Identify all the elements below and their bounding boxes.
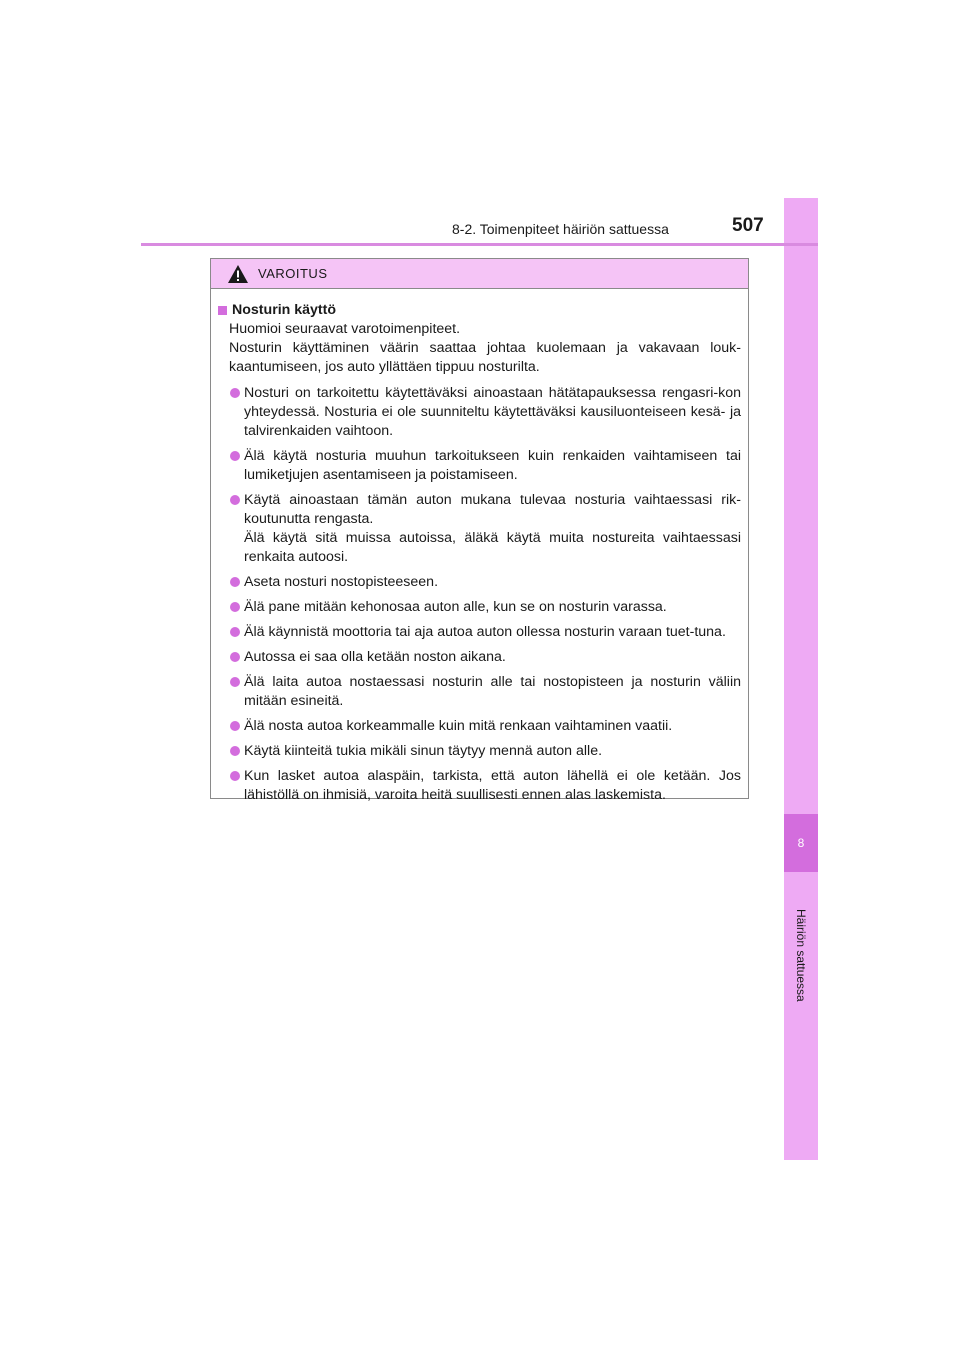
warning-header	[211, 259, 748, 289]
warning-section-title	[218, 301, 741, 320]
chapter-number: 8	[784, 814, 818, 872]
warning-bullet-text: Älä nosta autoa korkeammalle kuin mitä renkaan vaihtaminen vaatii.	[244, 718, 673, 734]
round-bullet-icon	[230, 652, 240, 662]
round-bullet-icon	[230, 495, 240, 505]
warning-bullet-text: Älä käytä nosturia muuhun tarkoitukseen kuin renkaiden vaihtamiseen tai lumiketjujen asentamiseen ja poistamiseen.	[244, 448, 741, 483]
warning-bullet-text: Nosturi on tarkoitettu käytettäväksi ainoastaan hätätapauksessa rengasri-kon yhteydessä. Nosturia ei ole suunniteltu käytettäväksi kausiluonteiseen kesä- ja talvirenkaiden vaihtoon.	[244, 385, 741, 439]
warning-bullet-item	[218, 623, 741, 642]
warning-bullet-list	[218, 384, 741, 805]
warning-label: VAROITUS	[258, 266, 328, 281]
round-bullet-icon	[230, 451, 240, 461]
header-divider	[141, 243, 818, 246]
square-bullet-icon	[218, 306, 227, 315]
warning-bullet-item	[218, 447, 741, 485]
intro-line: Nosturin käyttäminen väärin saattaa johtaa kuolemaan ja vakavaan louk-kaantumiseen, jos auto yllättäen tippuu nosturilta.	[229, 340, 741, 375]
page-number: 507	[732, 215, 764, 236]
warning-bullet-item	[218, 742, 741, 761]
warning-bullet-text: Käytä ainoastaan tämän auton mukana tulevaa nosturia vaihtaessasi rik-koutunutta rengasta. Älä käytä sitä muissa autoissa, äläkä käytä muita nostureita vaihtaessasi renkaita autoosi.	[244, 492, 741, 565]
round-bullet-icon	[230, 746, 240, 756]
round-bullet-icon	[230, 388, 240, 398]
warning-bullet-text: Älä käynnistä moottoria tai aja autoa auton ollessa nosturin varaan tuet-tuna.	[244, 624, 726, 640]
intro-line: Huomioi seuraavat varotoimenpiteet.	[229, 321, 461, 337]
warning-bullet-item	[218, 491, 741, 567]
warning-bullet-text: Autossa ei saa olla ketään noston aikana.	[244, 649, 506, 665]
warning-body	[211, 289, 748, 805]
round-bullet-icon	[230, 677, 240, 687]
warning-section-title-text: Nosturin käyttö	[232, 302, 337, 318]
warning-bullet-item	[218, 648, 741, 667]
round-bullet-icon	[230, 602, 240, 612]
chapter-label-container	[784, 880, 818, 1030]
warning-bullet-text: Kun lasket autoa alaspäin, tarkista, että auton lähellä ei ole ketään. Jos lähistöllä on ihmisiä, varoita heitä suullisesti ennen alas laskemista.	[244, 768, 741, 803]
warning-bullet-item	[218, 767, 741, 805]
warning-bullet-item	[218, 573, 741, 592]
warning-bullet-item	[218, 384, 741, 441]
warning-bullet-text: Älä pane mitään kehonosaa auton alle, kun se on nosturin varassa.	[244, 599, 667, 615]
warning-bullet-item	[218, 598, 741, 617]
warning-box	[210, 258, 749, 803]
round-bullet-icon	[230, 771, 240, 781]
warning-bullet-text: Aseta nosturi nostopisteeseen.	[244, 574, 439, 590]
warning-bullet-text: Älä laita autoa nostaessasi nosturin alle tai nostopisteen ja nosturin väliin mitään esineitä.	[244, 674, 741, 709]
round-bullet-icon	[230, 721, 240, 731]
warning-bullet-item	[218, 717, 741, 736]
section-header-title: 8-2. Toimenpiteet häiriön sattuessa	[452, 221, 669, 237]
round-bullet-icon	[230, 627, 240, 637]
warning-triangle-icon	[227, 264, 249, 284]
round-bullet-icon	[230, 577, 240, 587]
chapter-label: Häiriön sattuessa	[794, 908, 808, 1002]
warning-bullet-text: Käytä kiinteitä tukia mikäli sinun täytyy mennä auton alle.	[244, 743, 603, 759]
warning-bullet-item	[218, 673, 741, 711]
